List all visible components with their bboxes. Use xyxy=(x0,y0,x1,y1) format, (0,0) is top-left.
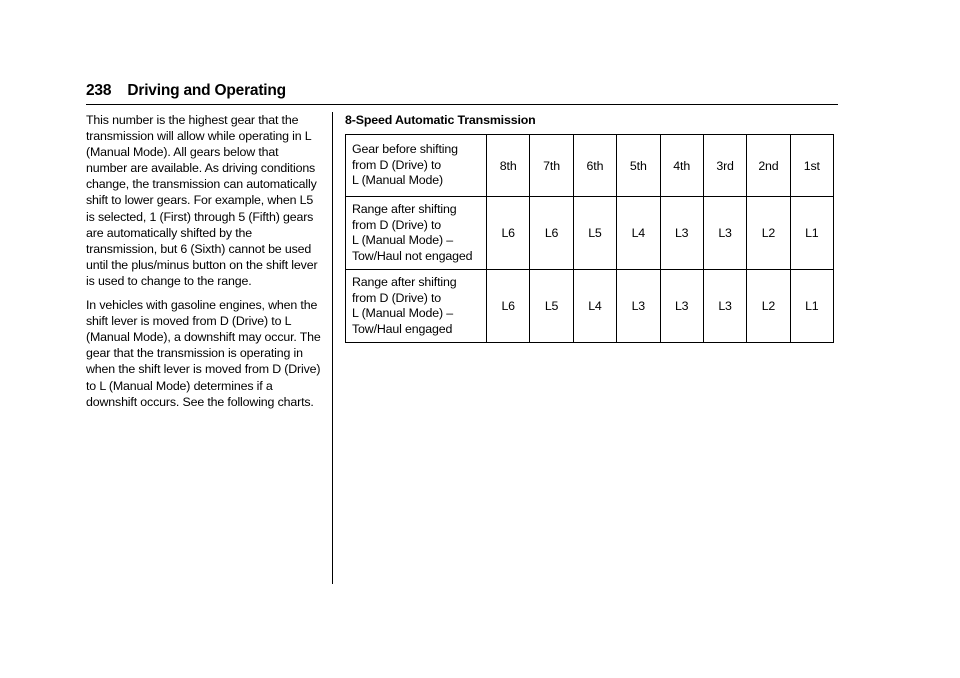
row-label-line: from D (Drive) to xyxy=(352,157,442,172)
row-label-line: Tow/Haul not engaged xyxy=(352,248,473,263)
table-cell: 5th xyxy=(617,135,660,197)
table-row xyxy=(346,270,834,343)
row-label-line: from D (Drive) to xyxy=(352,290,442,305)
page-number: 238 xyxy=(86,82,112,99)
table-cell: L1 xyxy=(790,197,833,270)
row-label-line: from D (Drive) to xyxy=(352,217,442,232)
table-cell: L2 xyxy=(747,197,790,270)
table-cell: L4 xyxy=(573,270,616,343)
row-label-line: Gear before shifting xyxy=(352,142,458,157)
left-column xyxy=(86,112,322,418)
body-paragraph: This number is the highest gear that the transmission will allow while operating in L (Manual Mode). All gears below that number are available. As driving conditions change, the transmission can automatically shift to lower gears. For example, when L5 is selected, 1 (First) through 5 (Fifth) gears are automatically shifted by the transmission, but 6 (Sixth) cannot be used until the plus/minus button on the shift lever is used to change to the range. xyxy=(86,113,318,288)
page-header xyxy=(86,82,838,105)
table-cell: 8th xyxy=(487,135,530,197)
table-cell: L3 xyxy=(703,270,746,343)
table-row xyxy=(346,135,834,197)
table-cell: L4 xyxy=(617,197,660,270)
table-row xyxy=(346,197,834,270)
table-cell: L6 xyxy=(487,270,530,343)
table-cell: 1st xyxy=(790,135,833,197)
row-label-line: Range after shifting xyxy=(352,202,457,216)
row-label-line: L (Manual Mode) – xyxy=(352,233,453,247)
table-cell: 3rd xyxy=(703,135,746,197)
row-label-line: Range after shifting xyxy=(352,275,457,289)
table-cell: 7th xyxy=(530,135,573,197)
body-paragraph: In vehicles with gasoline engines, when the shift lever is moved from D (Drive) to L (Manual Mode), a downshift may occur. The gear that the transmission is operating in when the shift lever is moved from D (Drive) to L (Manual Mode) determines if a downshift occurs. See the following charts. xyxy=(86,298,321,409)
column-divider xyxy=(332,112,333,584)
table-cell: L3 xyxy=(660,197,703,270)
table-title: 8-Speed Automatic Transmission xyxy=(345,113,536,127)
table-cell: 4th xyxy=(660,135,703,197)
row-label-line: L (Manual Mode) – xyxy=(352,306,453,320)
table-cell: L1 xyxy=(790,270,833,343)
row-label xyxy=(346,135,487,197)
right-column xyxy=(345,112,835,343)
table-cell: L2 xyxy=(747,270,790,343)
section-title: Driving and Operating xyxy=(127,82,286,99)
table-cell: 2nd xyxy=(747,135,790,197)
row-label-line: Tow/Haul engaged xyxy=(352,321,453,336)
table-cell: 6th xyxy=(573,135,616,197)
table-cell: L6 xyxy=(487,197,530,270)
table-cell: L5 xyxy=(530,270,573,343)
row-label xyxy=(346,197,487,270)
table-cell: L3 xyxy=(660,270,703,343)
table-cell: L3 xyxy=(703,197,746,270)
row-label xyxy=(346,270,487,343)
row-label-line: L (Manual Mode) xyxy=(352,173,443,188)
table-cell: L5 xyxy=(573,197,616,270)
gear-table xyxy=(345,134,834,343)
table-cell: L3 xyxy=(617,270,660,343)
table-cell: L6 xyxy=(530,197,573,270)
